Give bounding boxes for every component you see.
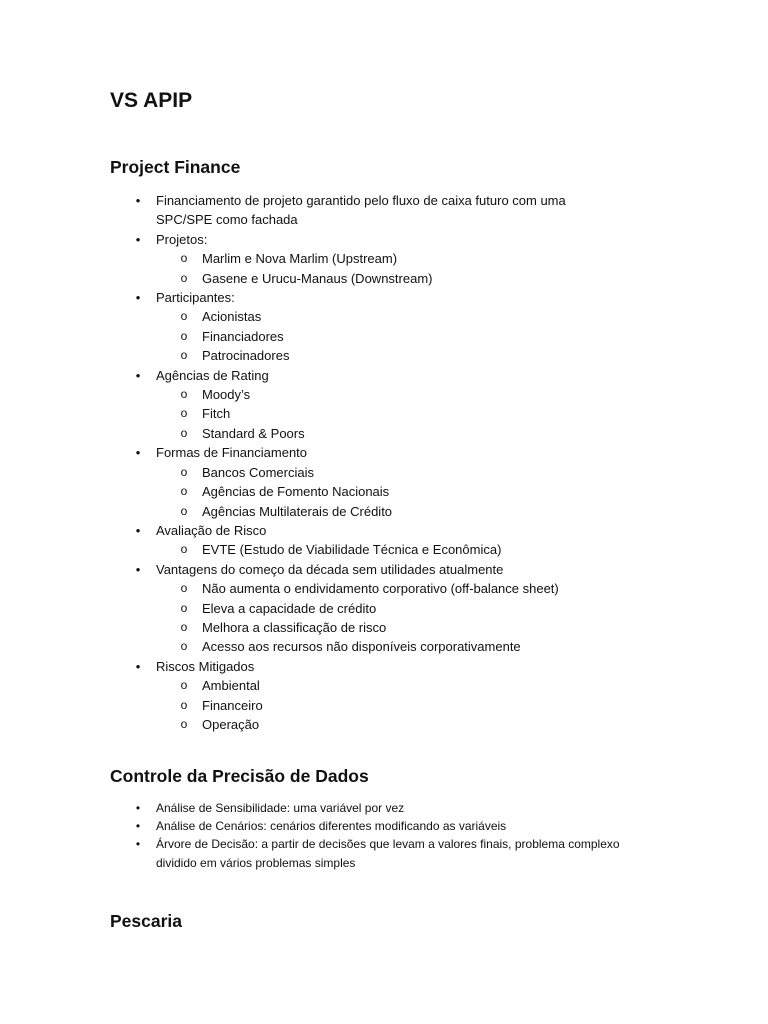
- list-item-text: Avaliação de Risco: [156, 522, 267, 538]
- list-item: [110, 366, 670, 385]
- list-item-text: Projetos:: [156, 231, 208, 247]
- bullet-marker: •: [135, 193, 141, 208]
- sub-bullet-marker: o: [180, 309, 188, 324]
- sub-bullet-marker: o: [180, 639, 188, 654]
- list-item-text: Formas de Financiamento: [156, 445, 308, 461]
- list-item: [110, 521, 670, 540]
- sub-list-item: [110, 696, 670, 715]
- sub-bullet-marker: o: [180, 697, 188, 712]
- section-title-pescaria: Pescaria: [110, 911, 183, 931]
- sub-bullet-marker: o: [180, 270, 188, 285]
- sub-list-item: [110, 249, 670, 268]
- sub-bullet-marker: o: [180, 619, 188, 634]
- list-item-text-continued: SPC/SPE como fachada: [156, 212, 298, 228]
- sub-list-item: [110, 404, 670, 423]
- sub-list-item: [110, 540, 670, 559]
- sub-list-item-text: Financeiro: [202, 697, 263, 713]
- sub-list-item-text: Não aumenta o endividamento corporativo (off-balance sheet): [202, 581, 559, 597]
- sub-bullet-marker: o: [180, 581, 188, 596]
- list-item-text-continued: dividido em vários problemas simples: [156, 855, 356, 870]
- sub-list-item: [110, 618, 670, 637]
- list-item-text: Análise de Sensibilidade: uma variável por vez: [156, 801, 405, 815]
- sub-list-item: [110, 676, 670, 695]
- sub-list-item: [110, 599, 670, 618]
- list-item: [110, 288, 670, 307]
- sub-bullet-marker: o: [180, 503, 188, 518]
- list-item: [110, 835, 670, 871]
- bullet-marker: •: [135, 367, 141, 383]
- sub-list-item-text: Operação: [202, 716, 260, 732]
- list-item-text: Participantes:: [156, 290, 235, 306]
- list-item-text: Análise de Cenários: cenários diferentes modificando as variáveis: [156, 819, 507, 834]
- bullet-marker: •: [135, 445, 141, 461]
- sub-list-item-text: Eleva a capacidade de crédito: [202, 600, 377, 616]
- sub-list-item: [110, 269, 670, 288]
- sub-bullet-marker: o: [180, 251, 188, 266]
- bullet-marker: •: [135, 801, 141, 815]
- sub-bullet-marker: o: [180, 348, 188, 363]
- sub-bullet-marker: o: [180, 716, 188, 731]
- sub-list-item: [110, 637, 670, 656]
- sub-bullet-marker: o: [180, 542, 188, 557]
- sub-list-item-text: Agências de Fomento Nacionais: [202, 484, 390, 500]
- sub-list-item: [110, 715, 670, 734]
- sub-list-item: [110, 327, 670, 346]
- section-title-controle-precisao: Controle da Precisão de Dados: [110, 766, 369, 786]
- bullet-marker: •: [135, 561, 141, 577]
- list-item-text: Riscos Mitigados: [156, 658, 255, 674]
- bullet-marker: •: [135, 658, 141, 674]
- list-item-text: Vantagens do começo da década sem utilidades atualmente: [156, 561, 504, 577]
- controle-precisao-list: [110, 799, 670, 872]
- sub-list-item-text: EVTE (Estudo de Viabilidade Técnica e Econômica): [202, 542, 502, 558]
- bullet-marker: •: [135, 231, 141, 247]
- list-item: [110, 230, 670, 249]
- sub-list-item-text: Acesso aos recursos não disponíveis corporativamente: [202, 639, 521, 655]
- sub-list-item-text: Acionistas: [202, 309, 262, 325]
- sub-list-item-text: Fitch: [202, 406, 231, 422]
- list-item: [110, 443, 670, 462]
- sub-bullet-marker: o: [180, 484, 188, 499]
- sub-list-item-text: Marlim e Nova Marlim (Upstream): [202, 251, 398, 267]
- sub-list-item-text: Moody’s: [202, 387, 251, 403]
- sub-bullet-marker: o: [180, 406, 188, 421]
- bullet-marker: •: [135, 290, 141, 306]
- sub-list-item: [110, 502, 670, 521]
- sub-list-item: [110, 385, 670, 404]
- sub-list-item-text: Gasene e Urucu-Manaus (Downstream): [202, 270, 433, 286]
- sub-list-item-text: Melhora a classificação de risco: [202, 619, 387, 635]
- sub-list-item: [110, 424, 670, 443]
- sub-list-item-text: Ambiental: [202, 678, 260, 694]
- sub-list-item-text: Financiadores: [202, 328, 284, 344]
- list-item: [110, 191, 670, 230]
- bullet-marker: •: [135, 522, 141, 538]
- sub-bullet-marker: o: [180, 678, 188, 693]
- sub-list-item-text: Agências Multilaterais de Crédito: [202, 503, 393, 519]
- sub-bullet-marker: o: [180, 464, 188, 479]
- bullet-marker: •: [135, 819, 141, 834]
- sub-bullet-marker: o: [180, 328, 188, 343]
- bullet-marker: •: [135, 837, 141, 852]
- list-item-text: Árvore de Decisão: a partir de decisões que levam a valores finais, problema complexo: [156, 837, 620, 852]
- sub-list-item-text: Patrocinadores: [202, 348, 290, 364]
- list-item: [110, 560, 670, 579]
- sub-list-item: [110, 463, 670, 482]
- sub-bullet-marker: o: [180, 600, 188, 615]
- sub-list-item-text: Bancos Comerciais: [202, 464, 314, 480]
- sub-bullet-marker: o: [180, 387, 188, 402]
- sub-list-item: [110, 307, 670, 326]
- list-item: [110, 817, 670, 835]
- section-title-project-finance: Project Finance: [110, 157, 241, 177]
- sub-list-item: [110, 579, 670, 598]
- list-item: [110, 657, 670, 676]
- sub-list-item-text: Standard & Poors: [202, 425, 305, 441]
- sub-bullet-marker: o: [180, 425, 188, 440]
- sub-list-item: [110, 482, 670, 501]
- project-finance-list: [110, 191, 670, 734]
- list-item-text: Agências de Rating: [156, 367, 269, 383]
- list-item: [110, 799, 670, 817]
- sub-list-item: [110, 346, 670, 365]
- document-title: VS APIP: [110, 89, 193, 112]
- list-item-text: Financiamento de projeto garantido pelo fluxo de caixa futuro com uma: [156, 193, 566, 208]
